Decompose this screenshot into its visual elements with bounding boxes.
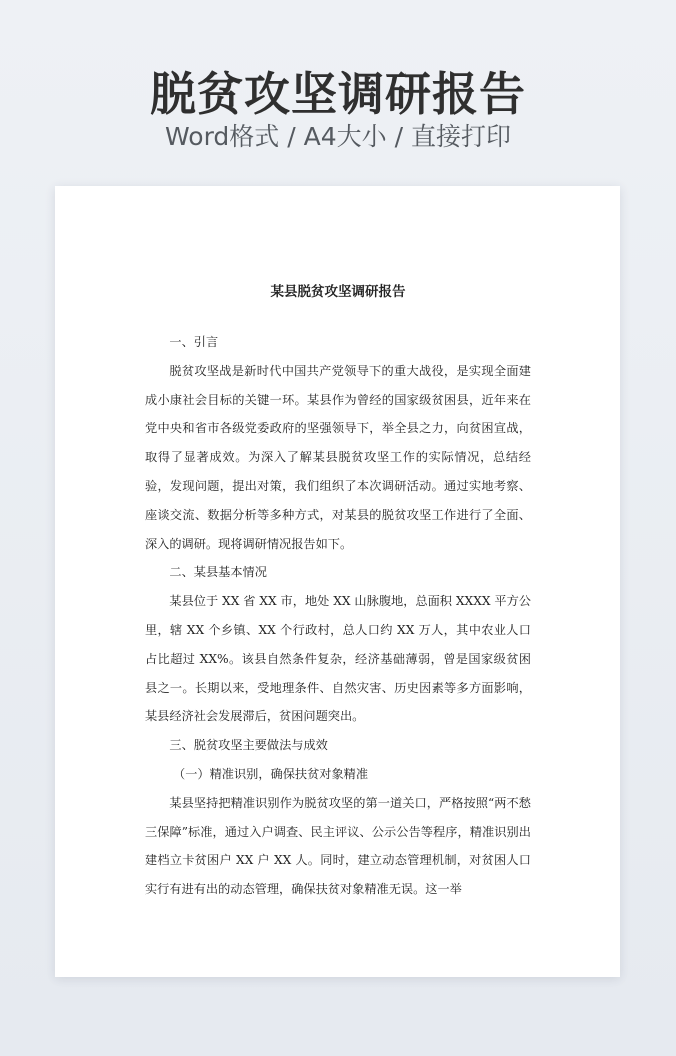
paragraph-basic-info: 某县位于 XX 省 XX 市，地处 XX 山脉腹地，总面积 XXXX 平方公里，辖 XX 个乡镇、XX 个行政村，总人口约 XX 万人，其中农业人口占比超过 XX%。该县自然条件复杂，经济基础薄弱，曾是国家级贫困县之一。长期以来，受地理条件、自然灾害、历史因素等多方面影响，某县经济社会发展滞后，贫困问题突出。 [145, 594, 531, 724]
paragraph-precise-identification: 某县坚持把精准识别作为脱贫攻坚的第一道关口，严格按照“两不愁三保障”标准，通过入户调查、民主评议、公示公告等程序，精准识别出建档立卡贫困户 XX 户 XX 人。同时，建立动态管理机制，对贫困人口实行有进有出的动态管理，确保扶贫对象精准无误。这一举 [145, 795, 531, 897]
paragraph-intro: 脱贫攻坚战是新时代中国共产党领导下的重大战役，是实现全面建成小康社会目标的关键一环。某县作为曾经的国家级贫困县，近年来在党中央和省市各级党委政府的坚强领导下，举全县之力，向贫困宣战，取得了显著成效。为深入了解某县脱贫攻坚工作的实际情况，总结经验，发现问题，提出对策，我们组织了本次调研活动。通过实地考察、座谈交流、数据分析等多种方式，对某县的脱贫攻坚工作进行了全面、深入的调研。现将调研情况报告如下。 [145, 363, 531, 551]
section-heading-intro: 一、引言 [169, 335, 219, 349]
document-title: 某县脱贫攻坚调研报告 [270, 284, 406, 300]
subsection-heading-precise-identification: （一）精准识别，确保扶贫对象精准 [173, 766, 369, 781]
page-title: 脱贫攻坚调研报告 [150, 67, 526, 121]
document-page [55, 186, 620, 977]
section-heading-measures: 三、脱贫攻坚主要做法与成效 [169, 738, 328, 753]
section-heading-basic-info: 二、某县基本情况 [169, 565, 267, 580]
page-subtitle: Word格式 / A4大小 / 直接打印 [165, 122, 511, 151]
document-body [145, 282, 531, 904]
